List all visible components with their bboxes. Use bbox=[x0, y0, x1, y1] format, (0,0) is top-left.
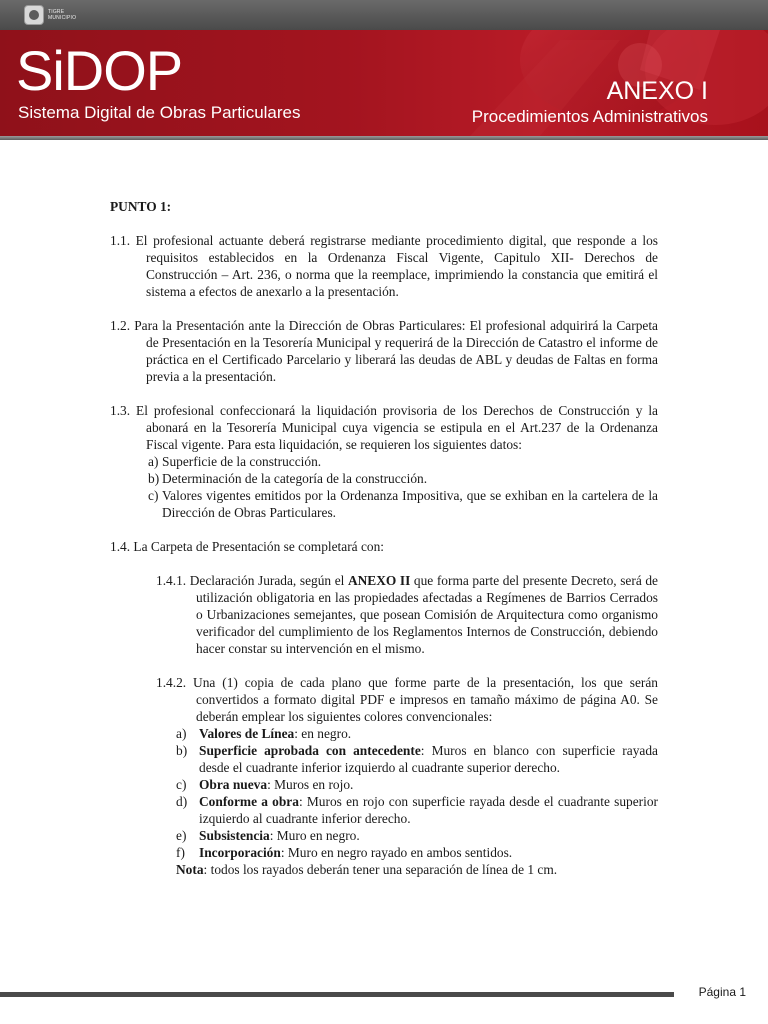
list-item-term: Valores de Línea bbox=[199, 726, 295, 741]
list-item-text: : Muros en rojo con superficie rayada desde el cuadrante superior izquierdo al cuadrante inferior derecho. bbox=[199, 794, 659, 826]
paragraph-1-4: 1.4. La Carpeta de Presentación se completará con: bbox=[110, 539, 385, 554]
list-item-term: Incorporación bbox=[199, 845, 281, 860]
subsection-1-4-2-text: 1.4.2. Una (1) copia de cada plano que forme parte de la presentación, los que serán convertidos a formato digital PDF e impresos en tamaño máximo de página A0. Se deberán emplear los siguientes colores convencionales: bbox=[156, 675, 658, 724]
paragraph-1-2: 1.2. Para la Presentación ante la Dirección de Obras Particulares: El profesional adquirirá la Carpeta de Presentación en la Tesorería Municipal y requerirá de la Dirección de Catastro el informe de práctica en el Certificado Parcelario y liberará las deudas de ABL y deudas de Faltas en forma previa a la presentación. bbox=[110, 318, 658, 384]
list-item bbox=[176, 827, 658, 844]
list-item bbox=[176, 844, 658, 861]
list-item-text: : Muro en negro rayado en ambos sentidos. bbox=[280, 845, 513, 860]
annex-subtitle: Procedimientos Administrativos bbox=[471, 107, 708, 126]
subsection-1-4-1-text-b: que forma parte del presente Decreto, será de utilización obligatoria en las propiedades afectadas a Regímenes de Barrios Cerrados o Urbanizaciones semejantes, que posean Comisión de Arquitectura como organismo verificador del cumplimiento de los Reglamentos Internos de Construcción, debiendo hacer constar su intervención en el mismo. bbox=[196, 573, 658, 656]
list-item bbox=[176, 742, 658, 776]
list-item bbox=[176, 776, 658, 793]
list-item-text: : Muro en negro. bbox=[269, 828, 360, 843]
list-item bbox=[148, 487, 658, 521]
list-item-term: Conforme a obra bbox=[199, 794, 299, 809]
list-item-label: a) bbox=[176, 726, 187, 741]
list-item-text: : Muros en rojo. bbox=[267, 777, 354, 792]
paragraph-1-3-block bbox=[110, 402, 658, 521]
page-number: Página 1 bbox=[698, 985, 746, 999]
list-item-label: d) bbox=[176, 794, 188, 809]
paragraph-1-3: 1.3. El profesional confeccionará la liquidación provisoria de los Derechos de Construcción y la abonará en la Tesorería Municipal cuya vigencia se estipula en el Art.237 de la Ordenanza Fiscal vigente. Para esta liquidación, se requieren los siguientes datos: bbox=[110, 403, 658, 452]
brand-subtitle: Sistema Digital de Obras Particulares bbox=[18, 103, 301, 122]
list-item bbox=[148, 470, 658, 487]
list-item-text: : Muros en blanco con superficie rayada desde el cuadrante inferior izquierdo al cuadrante superior derecho. bbox=[199, 743, 658, 775]
subsection-1-4-1 bbox=[110, 572, 658, 657]
municipality-logo bbox=[24, 5, 76, 25]
color-conventions-list bbox=[156, 725, 658, 861]
document-body bbox=[110, 198, 658, 878]
footer-rule bbox=[0, 992, 674, 997]
list-item-label: b) bbox=[148, 471, 160, 486]
list-item-label: a) bbox=[148, 454, 159, 469]
list-item-text: Valores vigentes emitidos por la Ordenanza Impositiva, que se exhiban en la cartelera de la Dirección de Obras Particulares. bbox=[162, 488, 658, 520]
tiger-emblem-icon bbox=[24, 5, 44, 25]
note bbox=[156, 861, 658, 878]
banner-bottom-rule bbox=[0, 136, 768, 140]
header-banner bbox=[0, 30, 768, 136]
paragraph-1-3-list bbox=[110, 453, 658, 521]
list-item bbox=[176, 725, 658, 742]
section-heading: PUNTO 1: bbox=[110, 199, 172, 214]
annex-title: ANEXO I bbox=[606, 77, 708, 105]
list-item-label: c) bbox=[148, 488, 159, 503]
logo-text-municipio: MUNICIPIO bbox=[48, 15, 77, 21]
logo-text-tigre: TIGRE bbox=[48, 9, 65, 15]
list-item-term: Obra nueva bbox=[199, 777, 268, 792]
note-text: : todos los rayados deberán tener una separación de línea de 1 cm. bbox=[203, 862, 558, 877]
list-item bbox=[176, 793, 658, 827]
list-item-text: : en negro. bbox=[294, 726, 352, 741]
list-item-label: e) bbox=[176, 828, 187, 843]
paragraph-1-1: 1.1. El profesional actuante deberá registrarse mediante procedimiento digital, que responde a los requisitos establecidos en la Ordenanza Fiscal Vigente, Capitulo XII- Derechos de Construcción – Art. 236, o norma que la reemplace, imprimiendo la constancia que emitirá el sistema a efectos de anexarlo a la presentación. bbox=[110, 233, 658, 299]
list-item-term: Superficie aprobada con antecedente bbox=[199, 743, 421, 758]
list-item bbox=[148, 453, 658, 470]
list-item-label: b) bbox=[176, 743, 188, 758]
list-item-text: Superficie de la construcción. bbox=[162, 454, 322, 469]
brand-title: SiDOP bbox=[16, 39, 183, 102]
note-label: Nota bbox=[176, 862, 204, 877]
list-item-term: Subsistencia bbox=[199, 828, 270, 843]
list-item-text: Determinación de la categoría de la construcción. bbox=[162, 471, 428, 486]
top-bar bbox=[0, 0, 768, 30]
annex-ii-reference: ANEXO II bbox=[347, 573, 411, 588]
subsection-1-4-2 bbox=[110, 674, 658, 878]
subsection-1-4-1-text-a: 1.4.1. Declaración Jurada, según el bbox=[156, 573, 348, 588]
list-item-label: f) bbox=[176, 845, 185, 860]
list-item-label: c) bbox=[176, 777, 187, 792]
